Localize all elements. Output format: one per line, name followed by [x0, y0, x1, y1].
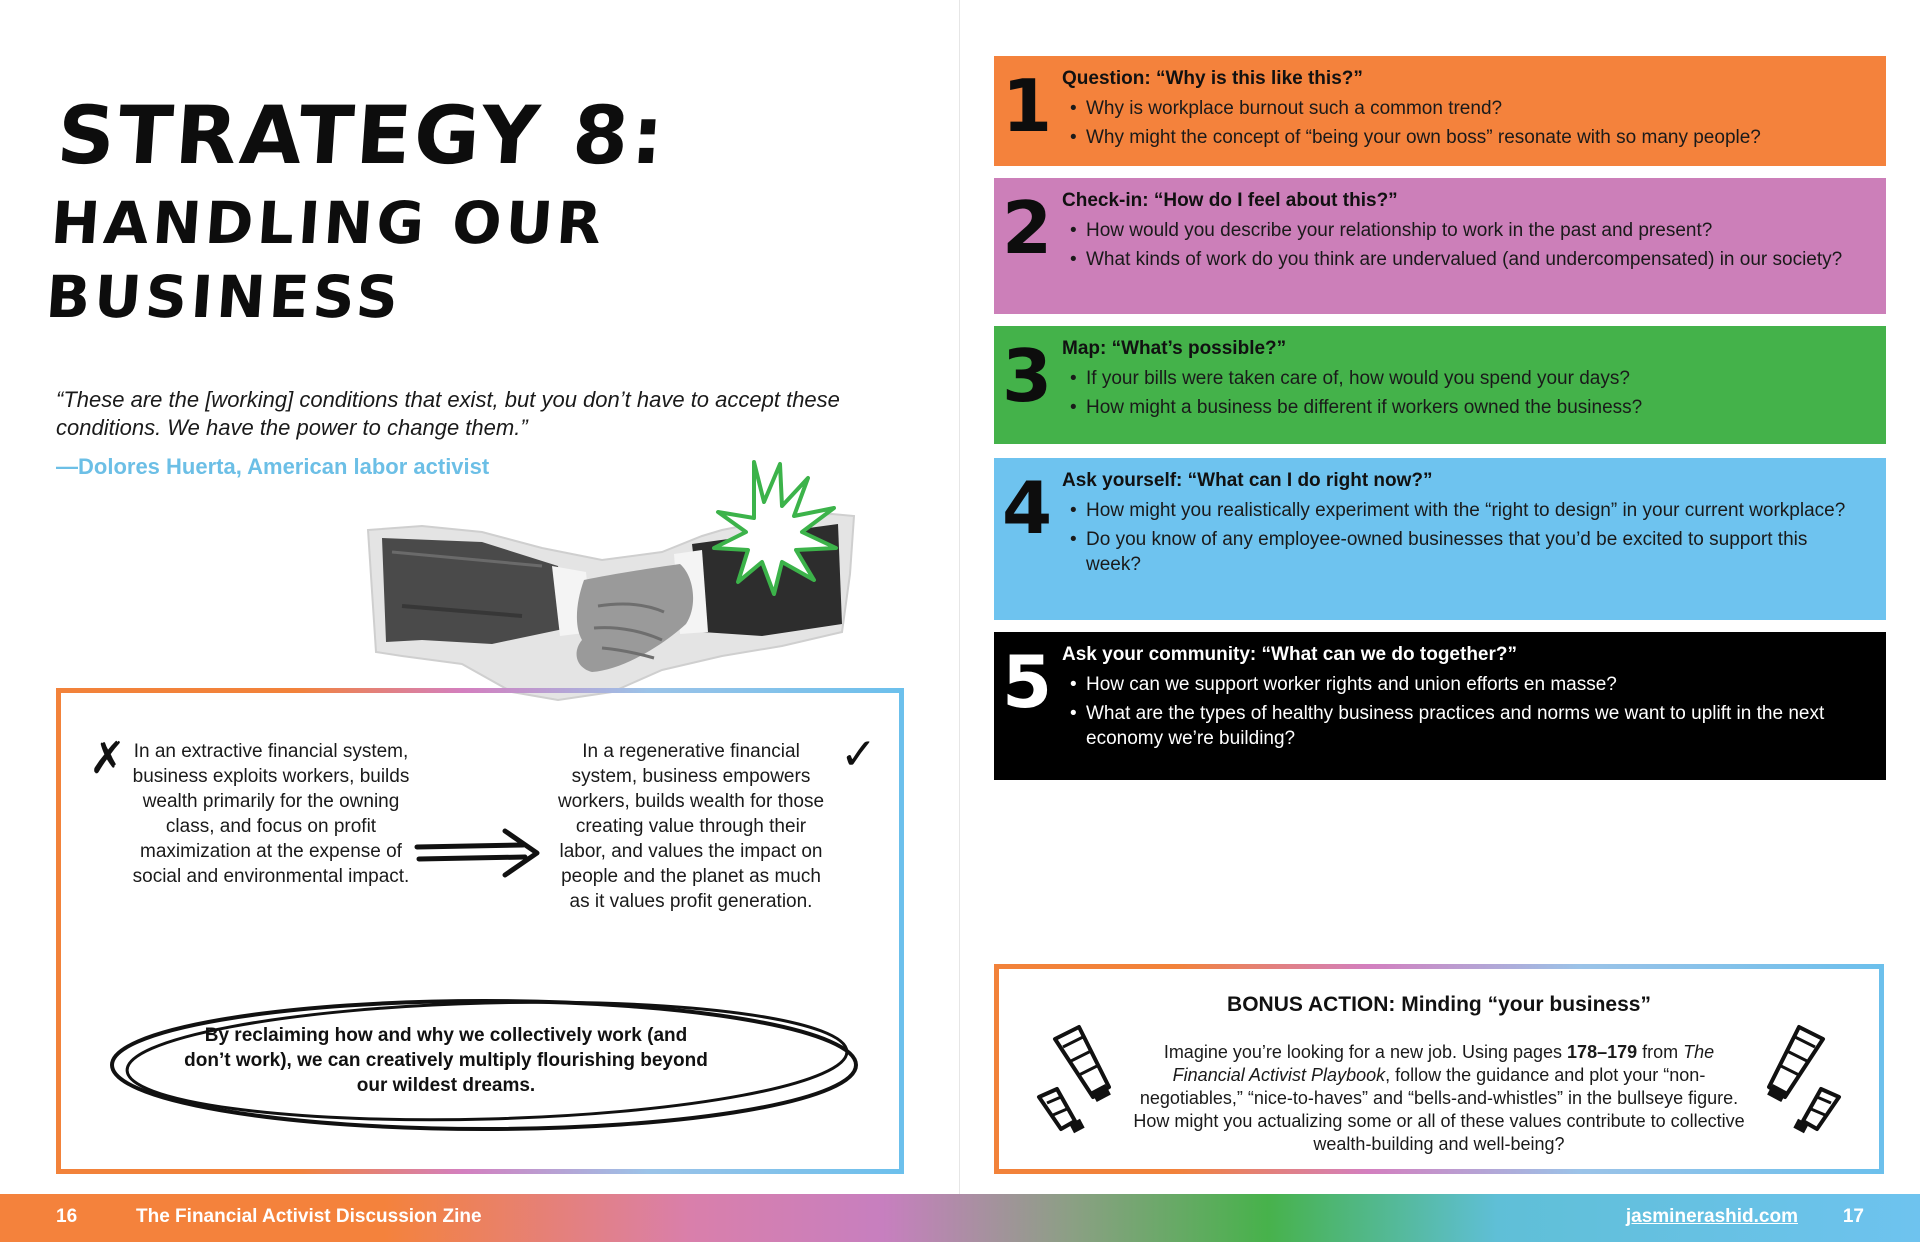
question-card-4: [994, 458, 1886, 620]
page-title: [43, 89, 941, 334]
list-item: • How can we support worker rights and union efforts en masse?: [1062, 672, 1862, 697]
left-page-number: 16: [56, 1206, 78, 1227]
card-heading: Ask your community: “What can we do together?”: [1062, 644, 1517, 665]
card-heading: Question: “Why is this like this?”: [1062, 68, 1363, 89]
megaphone-icon: [1035, 1021, 1125, 1141]
list-item: • What are the types of healthy business practices and norms we want to uplift in the next economy we’re building?: [1062, 701, 1862, 751]
footer-bar: [0, 1194, 1920, 1242]
quote: “These are the [working] conditions that exist, but you don’t have to accept these conditions. We have the power to change them.”: [56, 387, 840, 440]
bonus-title: BONUS ACTION: Minding “your business”: [1227, 993, 1651, 1016]
list-item: • Do you know of any employee-owned businesses that you’d be excited to support this week?: [1062, 527, 1862, 577]
card-number: 2: [1002, 186, 1053, 270]
card-number: 5: [1002, 640, 1053, 724]
bonus-book-title: The Financial Activist Playbook: [1172, 1042, 1715, 1085]
bonus-body: [1127, 1041, 1751, 1156]
list-item: • How might you realistically experiment with the “right to design” in your current workplace?: [1062, 498, 1862, 523]
arrow-right-icon: [413, 823, 543, 883]
card-heading: Check-in: “How do I feel about this?”: [1062, 190, 1398, 211]
card-heading: Ask yourself: “What can I do right now?”: [1062, 470, 1433, 491]
title-line-1: STRATEGY 8:: [54, 89, 670, 182]
card-number: 4: [1002, 466, 1053, 550]
card-number: 3: [1002, 334, 1053, 418]
bonus-action-box: [994, 964, 1884, 1174]
card-bullets: [1062, 96, 1862, 154]
conclusion-text: By reclaiming how and why we collectively work (and don’t work), we can creatively multiply flourishing beyond our wildest dreams.: [184, 1025, 708, 1096]
x-mark-icon: ✗: [89, 733, 126, 784]
page-spine: [959, 0, 960, 1194]
card-bullets: [1062, 498, 1862, 581]
title-line-2: HANDLING OUR: [48, 189, 608, 257]
card-bullets: [1062, 366, 1862, 424]
card-bullets: [1062, 672, 1862, 755]
bonus-pages: 178–179: [1567, 1042, 1638, 1062]
question-card-3: [994, 326, 1886, 444]
bonus-body-part-3: , follow the guidance and plot your “non-negotiables,” “nice-to-haves” and “bells-and-whistles” in the bullseye figure. How might you actualizing some or all of these values contribute to collective wealth-building and well-being?: [1133, 1065, 1745, 1154]
card-number: 1: [1002, 64, 1053, 148]
list-item: • How might a business be different if workers owned the business?: [1062, 395, 1862, 420]
megaphone-icon: [1753, 1021, 1843, 1141]
title-line-3: BUSINESS: [43, 263, 405, 331]
question-card-5: [994, 632, 1886, 780]
list-item: • How would you describe your relationship to work in the past and present?: [1062, 218, 1862, 243]
bonus-body-part-2: from: [1637, 1042, 1684, 1062]
zine-title: The Financial Activist Discussion Zine: [136, 1206, 482, 1227]
check-mark-icon: ✓: [840, 729, 877, 780]
regenerative-system-text: In a regenerative financial system, business empowers workers, builds wealth for those creating value through their labor, and values the impact on people and the planet as much as it values profit generation.: [557, 741, 825, 912]
bonus-body-part-1: Imagine you’re looking for a new job. Using pages: [1163, 1042, 1568, 1062]
list-item: • Why is workplace burnout such a common trend?: [1062, 96, 1862, 121]
card-heading: Map: “What’s possible?”: [1062, 338, 1287, 359]
list-item: • What kinds of work do you think are undervalued (and undercompensated) in our society?: [1062, 247, 1862, 272]
quote-attribution: —Dolores Huerta, American labor activist: [56, 454, 490, 479]
handshake-illustration: [362, 456, 882, 716]
website-link[interactable]: jasminerashid.com: [1625, 1206, 1798, 1227]
right-page-number: 17: [1842, 1206, 1864, 1227]
list-item: • Why might the concept of “being your own boss” resonate with so many people?: [1062, 125, 1862, 150]
list-item: • If your bills were taken care of, how would you spend your days?: [1062, 366, 1862, 391]
question-card-1: [994, 56, 1886, 166]
comparison-box: [56, 688, 904, 1174]
card-bullets: [1062, 218, 1862, 276]
extractive-system-text: In an extractive financial system, business exploits workers, builds wealth primarily for the owning class, and focus on profit maximization at the expense of social and environmental impact.: [132, 741, 410, 887]
question-card-2: [994, 178, 1886, 314]
